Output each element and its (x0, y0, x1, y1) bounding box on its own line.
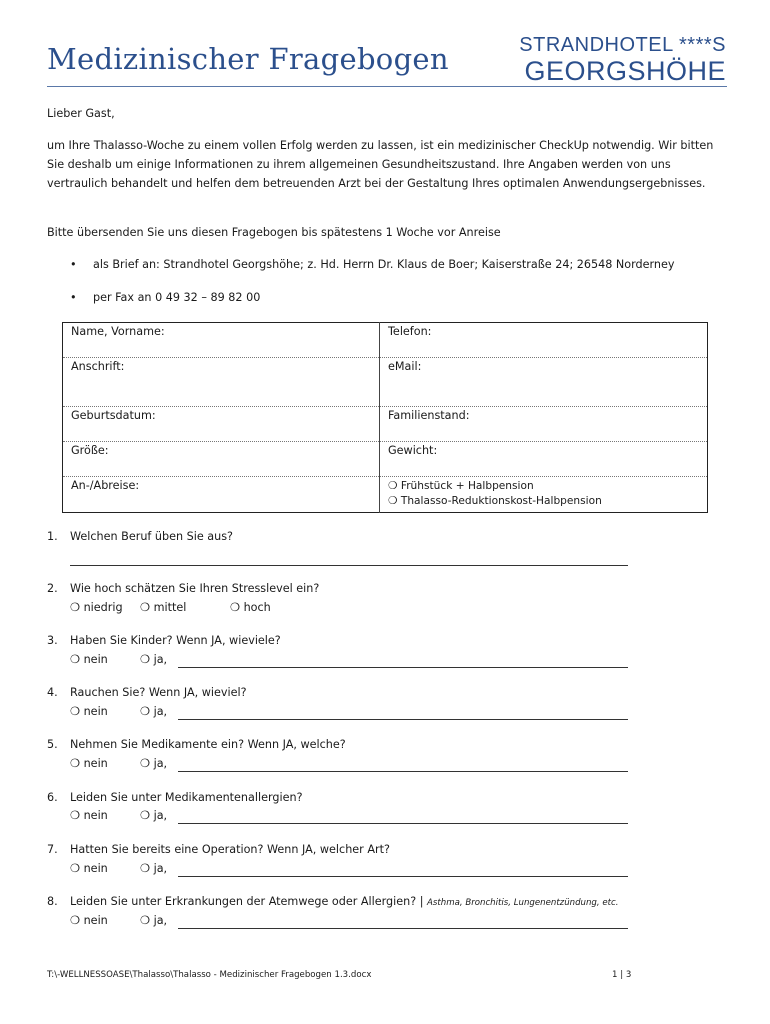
option-no[interactable] (70, 914, 108, 927)
hotel-logo (519, 34, 726, 86)
question-number: 2. (47, 582, 58, 595)
board-options (380, 477, 708, 513)
option-no[interactable] (70, 757, 108, 770)
height-field[interactable]: Größe: (63, 442, 380, 477)
answer-line-4[interactable] (178, 719, 628, 720)
bullet-fax-text: per Fax an 0 49 32 – 89 82 00 (93, 291, 261, 304)
option-no-label: nein (83, 705, 108, 718)
option-yes-label: ja, (153, 862, 168, 875)
address-field[interactable]: Anschrift: (63, 358, 380, 407)
question-text: Nehmen Sie Medikamente ein? Wenn JA, welche? (70, 738, 346, 751)
page-title: Medizinischer Fragebogen (47, 42, 449, 76)
radio-icon: ❍ (140, 914, 151, 927)
radio-icon: ❍ (140, 809, 151, 822)
question-number: 7. (47, 843, 58, 856)
option-no-label: nein (83, 914, 108, 927)
option-yes[interactable] (140, 914, 167, 927)
option-no[interactable] (70, 705, 108, 718)
option-yes-label: ja, (153, 914, 168, 927)
radio-icon: ❍ (140, 862, 151, 875)
option-no[interactable] (70, 653, 108, 666)
stress-option-low[interactable] (70, 601, 123, 614)
birthdate-field[interactable]: Geburtsdatum: (63, 407, 380, 442)
option-no-label: nein (83, 862, 108, 875)
option-yes-label: ja, (153, 653, 168, 666)
radio-icon: ❍ (140, 757, 151, 770)
footer-page-number: 1 | 3 (612, 970, 632, 980)
option-no-label: nein (83, 653, 108, 666)
answer-line-3[interactable] (178, 667, 628, 668)
intro-paragraph: um Ihre Thalasso-Woche zu einem vollen Erfolg werden zu lassen, ist ein medizinischer CheckUp notwendig. Wir bitten Sie deshalb um einige Informationen zu ihrem allgemeinen Gesundheitszustand. Ihre Angaben werden von uns vertraulich behandelt und helfen dem betreuenden Arzt bei der Gestaltung Ihres optimalen Anwendungsergebnisses. (47, 139, 714, 190)
radio-icon: ❍ (70, 862, 81, 875)
board-option-halfboard-label: Frühstück + Halbpension (400, 480, 534, 492)
logo-line-1: STRANDHOTEL ****S (519, 34, 726, 56)
radio-icon: ❍ (140, 705, 151, 718)
option-yes-label: ja, (153, 705, 168, 718)
question-number: 6. (47, 791, 58, 804)
option-yes[interactable] (140, 705, 167, 718)
bullet-icon: • (70, 291, 77, 304)
radio-icon: ❍ (70, 601, 81, 614)
question-text: Leiden Sie unter Erkrankungen der Atemwege oder Allergien? | (70, 895, 424, 908)
option-yes-label: ja, (153, 757, 168, 770)
stress-option-high-label: hoch (243, 601, 271, 614)
radio-icon: ❍ (70, 705, 81, 718)
weight-field[interactable]: Gewicht: (380, 442, 708, 477)
guest-info-table (62, 322, 708, 513)
question-note: Asthma, Bronchitis, Lungenentzündung, etc. (427, 898, 619, 908)
footer-file-path: T:\-WELLNESSOASE\Thalasso\Thalasso - Medizinischer Fragebogen 1.3.docx (47, 970, 372, 980)
radio-icon: ❍ (70, 757, 81, 770)
option-no-label: nein (83, 809, 108, 822)
instruction: Bitte übersenden Sie uns diesen Fragebogen bis spätestens 1 Woche vor Anreise (47, 226, 501, 239)
marital-status-field[interactable]: Familienstand: (380, 407, 708, 442)
question-number: 3. (47, 634, 58, 647)
bullet-icon: • (70, 258, 77, 271)
board-option-thalasso-label: Thalasso-Reduktionskost-Halbpension (400, 495, 602, 507)
option-no-label: nein (83, 757, 108, 770)
logo-line-2: GEORGSHÖHE (524, 56, 726, 86)
stress-option-high[interactable] (230, 601, 271, 614)
question-number: 1. (47, 530, 58, 543)
question-text: Haben Sie Kinder? Wenn JA, wieviele? (70, 634, 281, 647)
option-no[interactable] (70, 862, 108, 875)
answer-line-6[interactable] (178, 823, 628, 824)
radio-icon: ❍ (140, 601, 151, 614)
answer-line-8[interactable] (178, 928, 628, 929)
question-text: Leiden Sie unter Medikamentenallergien? (70, 791, 303, 804)
email-field[interactable]: eMail: (380, 358, 708, 407)
greeting: Lieber Gast, (47, 107, 115, 120)
option-yes[interactable] (140, 862, 167, 875)
question-number: 4. (47, 686, 58, 699)
answer-line-7[interactable] (178, 876, 628, 877)
radio-icon: ❍ (70, 653, 81, 666)
option-yes[interactable] (140, 757, 167, 770)
option-yes[interactable] (140, 809, 167, 822)
board-option-thalasso[interactable] (388, 494, 699, 509)
stress-option-low-label: niedrig (83, 601, 123, 614)
radio-icon: ❍ (388, 495, 398, 507)
bullet-letter-text: als Brief an: Strandhotel Georgshöhe; z. Hd. Herrn Dr. Klaus de Boer; Kaiserstraße 24; 26548 Norderney (93, 258, 675, 271)
stress-option-medium-label: mittel (153, 601, 187, 614)
question-number: 8. (47, 895, 58, 908)
answer-line-1[interactable] (70, 565, 628, 566)
arrival-departure-field[interactable]: An-/Abreise: (63, 477, 380, 513)
question-text-wrap (70, 895, 618, 908)
phone-field[interactable]: Telefon: (380, 323, 708, 358)
option-no[interactable] (70, 809, 108, 822)
radio-icon: ❍ (388, 480, 398, 492)
answer-line-5[interactable] (178, 771, 628, 772)
option-yes-label: ja, (153, 809, 168, 822)
name-field[interactable]: Name, Vorname: (63, 323, 380, 358)
question-text: Rauchen Sie? Wenn JA, wieviel? (70, 686, 247, 699)
radio-icon: ❍ (140, 653, 151, 666)
radio-icon: ❍ (230, 601, 241, 614)
radio-icon: ❍ (70, 809, 81, 822)
question-text: Hatten Sie bereits eine Operation? Wenn JA, welcher Art? (70, 843, 390, 856)
board-option-halfboard[interactable] (388, 479, 699, 494)
stress-option-medium[interactable] (140, 601, 186, 614)
question-number: 5. (47, 738, 58, 751)
radio-icon: ❍ (70, 914, 81, 927)
header-rule (47, 86, 727, 87)
option-yes[interactable] (140, 653, 167, 666)
question-text: Welchen Beruf üben Sie aus? (70, 530, 233, 543)
question-text: Wie hoch schätzen Sie Ihren Stresslevel ein? (70, 582, 320, 595)
